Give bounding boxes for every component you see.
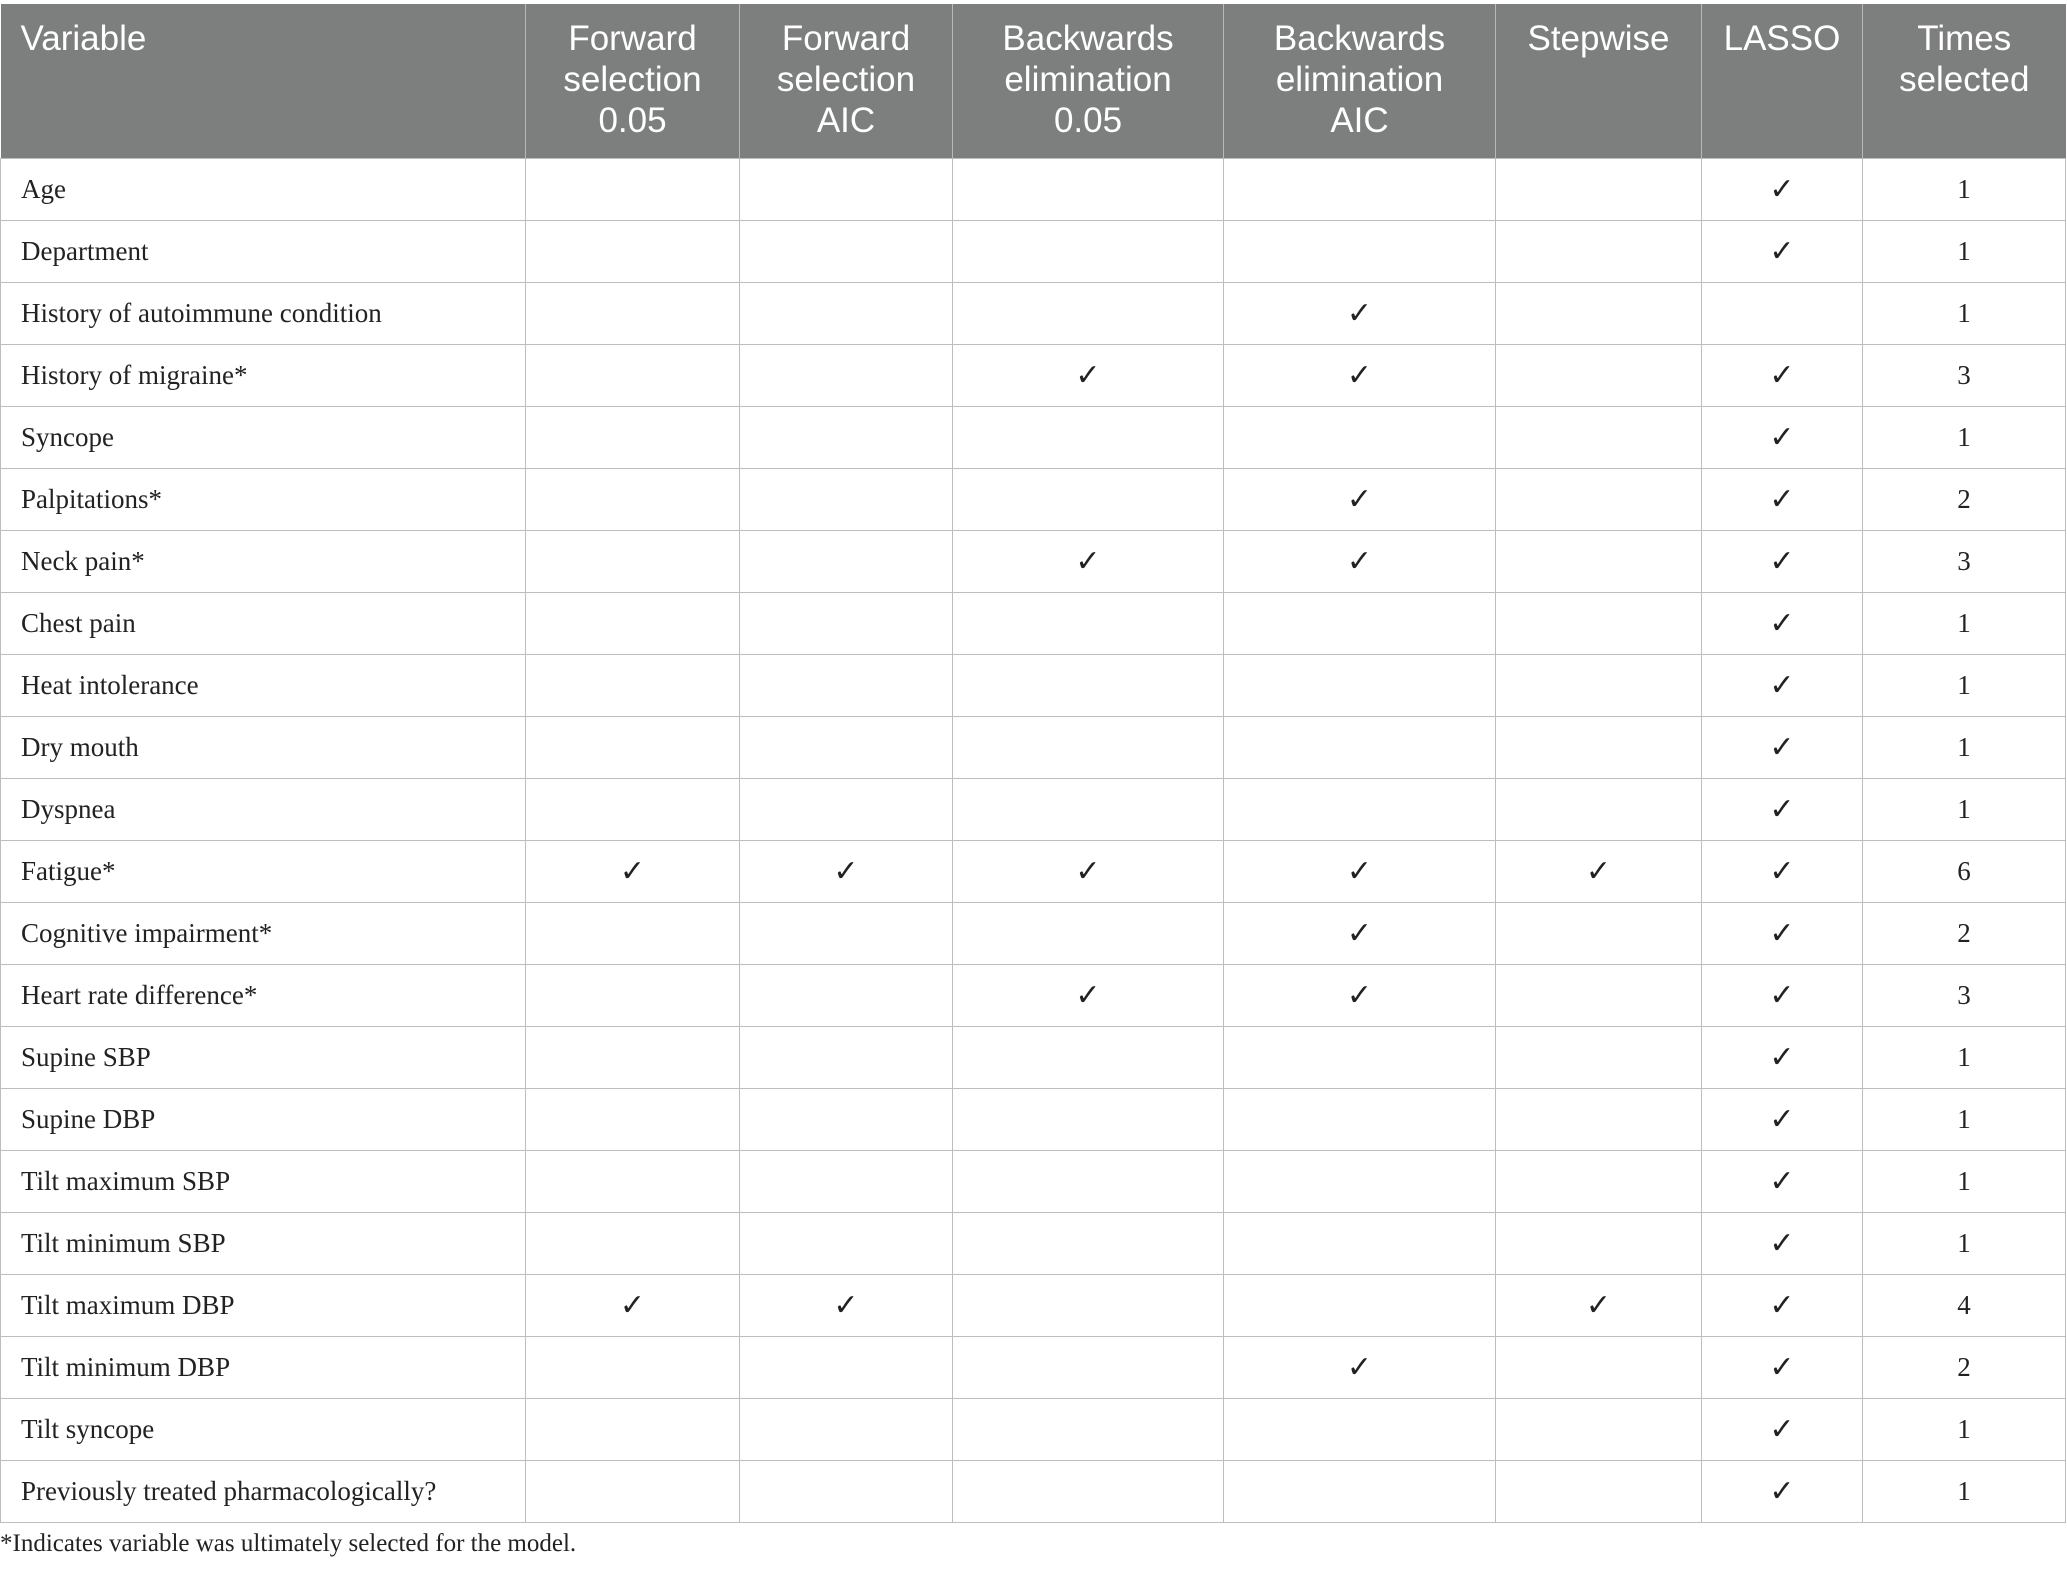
table-row xyxy=(1,220,2066,282)
empty-cell xyxy=(740,654,953,716)
times-selected-cell: 4 xyxy=(1863,1274,2066,1336)
check-mark-icon: ✓ xyxy=(1702,840,1863,902)
table-row xyxy=(1,902,2066,964)
empty-cell xyxy=(953,1150,1224,1212)
header-times-selected: Times selected xyxy=(1863,4,2066,158)
empty-cell xyxy=(1496,1088,1702,1150)
check-mark-icon: ✓ xyxy=(1702,468,1863,530)
check-mark-icon: ✓ xyxy=(1224,282,1496,344)
empty-cell xyxy=(1224,1150,1496,1212)
empty-cell xyxy=(526,220,740,282)
check-mark-icon: ✓ xyxy=(1702,158,1863,220)
check-mark-icon: ✓ xyxy=(1702,1026,1863,1088)
variable-cell: Dry mouth xyxy=(1,716,526,778)
table-header-row xyxy=(1,4,2066,158)
empty-cell xyxy=(1496,468,1702,530)
table-row xyxy=(1,1026,2066,1088)
header-forward-selection-aic: Forward selection AIC xyxy=(740,4,953,158)
empty-cell xyxy=(1224,716,1496,778)
variable-cell: Dyspnea xyxy=(1,778,526,840)
times-selected-cell: 1 xyxy=(1863,406,2066,468)
header-stepwise: Stepwise xyxy=(1496,4,1702,158)
variable-cell: History of autoimmune condition xyxy=(1,282,526,344)
times-selected-cell: 1 xyxy=(1863,1150,2066,1212)
empty-cell xyxy=(953,220,1224,282)
empty-cell xyxy=(526,1150,740,1212)
empty-cell xyxy=(740,778,953,840)
empty-cell xyxy=(953,406,1224,468)
times-selected-cell: 6 xyxy=(1863,840,2066,902)
empty-cell xyxy=(740,964,953,1026)
variable-selection-table xyxy=(0,4,2066,1523)
table-row xyxy=(1,716,2066,778)
empty-cell xyxy=(526,1026,740,1088)
variable-cell: Chest pain xyxy=(1,592,526,654)
empty-cell xyxy=(1224,406,1496,468)
table-row xyxy=(1,1088,2066,1150)
check-mark-icon: ✓ xyxy=(1224,468,1496,530)
empty-cell xyxy=(1224,1088,1496,1150)
empty-cell xyxy=(953,468,1224,530)
times-selected-cell: 1 xyxy=(1863,1460,2066,1522)
empty-cell xyxy=(740,1212,953,1274)
empty-cell xyxy=(1224,592,1496,654)
table-row xyxy=(1,840,2066,902)
check-mark-icon: ✓ xyxy=(1224,902,1496,964)
table-row xyxy=(1,1460,2066,1522)
empty-cell xyxy=(740,592,953,654)
empty-cell xyxy=(953,1088,1224,1150)
empty-cell xyxy=(953,716,1224,778)
variable-cell: Cognitive impairment* xyxy=(1,902,526,964)
empty-cell xyxy=(526,902,740,964)
header-backwards-elimination-005: Backwards elimination 0.05 xyxy=(953,4,1224,158)
check-mark-icon: ✓ xyxy=(953,964,1224,1026)
variable-cell: Tilt minimum DBP xyxy=(1,1336,526,1398)
variable-cell: Tilt minimum SBP xyxy=(1,1212,526,1274)
empty-cell xyxy=(953,1274,1224,1336)
variable-cell: Tilt maximum DBP xyxy=(1,1274,526,1336)
check-mark-icon: ✓ xyxy=(1224,840,1496,902)
empty-cell xyxy=(1224,1460,1496,1522)
check-mark-icon: ✓ xyxy=(1224,344,1496,406)
empty-cell xyxy=(1496,1460,1702,1522)
empty-cell xyxy=(1496,530,1702,592)
table-row xyxy=(1,530,2066,592)
table-row xyxy=(1,158,2066,220)
empty-cell xyxy=(1224,1398,1496,1460)
empty-cell xyxy=(526,1460,740,1522)
empty-cell xyxy=(1496,1026,1702,1088)
empty-cell xyxy=(526,1212,740,1274)
check-mark-icon: ✓ xyxy=(1702,1274,1863,1336)
empty-cell xyxy=(953,902,1224,964)
times-selected-cell: 2 xyxy=(1863,902,2066,964)
times-selected-cell: 1 xyxy=(1863,282,2066,344)
check-mark-icon: ✓ xyxy=(1224,964,1496,1026)
variable-cell: Age xyxy=(1,158,526,220)
empty-cell xyxy=(1496,158,1702,220)
table-footnote: *Indicates variable was ultimately selected for the model. xyxy=(0,1530,577,1557)
header-backwards-elimination-aic: Backwards elimination AIC xyxy=(1224,4,1496,158)
check-mark-icon: ✓ xyxy=(526,840,740,902)
empty-cell xyxy=(526,716,740,778)
empty-cell xyxy=(953,592,1224,654)
empty-cell xyxy=(1496,1150,1702,1212)
empty-cell xyxy=(953,282,1224,344)
empty-cell xyxy=(1224,778,1496,840)
table-row xyxy=(1,1150,2066,1212)
empty-cell xyxy=(1496,1212,1702,1274)
empty-cell xyxy=(1496,406,1702,468)
times-selected-cell: 1 xyxy=(1863,1088,2066,1150)
empty-cell xyxy=(1496,654,1702,716)
empty-cell xyxy=(1224,1212,1496,1274)
empty-cell xyxy=(740,220,953,282)
table-row xyxy=(1,778,2066,840)
table-row xyxy=(1,282,2066,344)
check-mark-icon: ✓ xyxy=(1702,1212,1863,1274)
times-selected-cell: 3 xyxy=(1863,344,2066,406)
check-mark-icon: ✓ xyxy=(953,840,1224,902)
empty-cell xyxy=(1496,778,1702,840)
empty-cell xyxy=(740,1336,953,1398)
table-row xyxy=(1,654,2066,716)
empty-cell xyxy=(1702,282,1863,344)
check-mark-icon: ✓ xyxy=(953,344,1224,406)
empty-cell xyxy=(740,1460,953,1522)
empty-cell xyxy=(1496,716,1702,778)
empty-cell xyxy=(740,1398,953,1460)
times-selected-cell: 2 xyxy=(1863,468,2066,530)
empty-cell xyxy=(1496,592,1702,654)
variable-cell: Neck pain* xyxy=(1,530,526,592)
check-mark-icon: ✓ xyxy=(1702,592,1863,654)
empty-cell xyxy=(1496,902,1702,964)
empty-cell xyxy=(526,592,740,654)
variable-cell: History of migraine* xyxy=(1,344,526,406)
variable-cell: Heart rate difference* xyxy=(1,964,526,1026)
empty-cell xyxy=(1224,654,1496,716)
check-mark-icon: ✓ xyxy=(740,1274,953,1336)
empty-cell xyxy=(740,1026,953,1088)
empty-cell xyxy=(740,282,953,344)
empty-cell xyxy=(1496,1336,1702,1398)
empty-cell xyxy=(1496,220,1702,282)
variable-cell: Previously treated pharmacologically? xyxy=(1,1460,526,1522)
times-selected-cell: 3 xyxy=(1863,964,2066,1026)
variable-cell: Syncope xyxy=(1,406,526,468)
empty-cell xyxy=(526,282,740,344)
check-mark-icon: ✓ xyxy=(1702,220,1863,282)
variable-cell: Supine DBP xyxy=(1,1088,526,1150)
variable-cell: Department xyxy=(1,220,526,282)
table-body xyxy=(1,158,2066,1522)
empty-cell xyxy=(740,902,953,964)
check-mark-icon: ✓ xyxy=(1702,406,1863,468)
check-mark-icon: ✓ xyxy=(1702,1150,1863,1212)
check-mark-icon: ✓ xyxy=(1702,344,1863,406)
check-mark-icon: ✓ xyxy=(1702,1088,1863,1150)
empty-cell xyxy=(953,1336,1224,1398)
times-selected-cell: 1 xyxy=(1863,1212,2066,1274)
empty-cell xyxy=(526,1398,740,1460)
empty-cell xyxy=(740,716,953,778)
check-mark-icon: ✓ xyxy=(1496,1274,1702,1336)
empty-cell xyxy=(1224,1274,1496,1336)
table-row xyxy=(1,468,2066,530)
empty-cell xyxy=(953,654,1224,716)
empty-cell xyxy=(953,1026,1224,1088)
table-row xyxy=(1,964,2066,1026)
empty-cell xyxy=(1496,282,1702,344)
check-mark-icon: ✓ xyxy=(740,840,953,902)
empty-cell xyxy=(526,530,740,592)
empty-cell xyxy=(1224,220,1496,282)
table-container xyxy=(0,4,2065,1523)
empty-cell xyxy=(953,778,1224,840)
empty-cell xyxy=(1496,1398,1702,1460)
header-variable: Variable xyxy=(1,4,526,158)
check-mark-icon: ✓ xyxy=(1496,840,1702,902)
check-mark-icon: ✓ xyxy=(1702,964,1863,1026)
empty-cell xyxy=(740,1088,953,1150)
check-mark-icon: ✓ xyxy=(953,530,1224,592)
empty-cell xyxy=(526,778,740,840)
header-lasso: LASSO xyxy=(1702,4,1863,158)
variable-cell: Tilt maximum SBP xyxy=(1,1150,526,1212)
check-mark-icon: ✓ xyxy=(1702,902,1863,964)
check-mark-icon: ✓ xyxy=(1702,1460,1863,1522)
times-selected-cell: 1 xyxy=(1863,592,2066,654)
times-selected-cell: 1 xyxy=(1863,778,2066,840)
empty-cell xyxy=(526,1336,740,1398)
empty-cell xyxy=(1496,964,1702,1026)
empty-cell xyxy=(740,406,953,468)
variable-cell: Tilt syncope xyxy=(1,1398,526,1460)
check-mark-icon: ✓ xyxy=(1702,1336,1863,1398)
empty-cell xyxy=(526,654,740,716)
empty-cell xyxy=(1224,1026,1496,1088)
empty-cell xyxy=(953,158,1224,220)
check-mark-icon: ✓ xyxy=(1224,1336,1496,1398)
empty-cell xyxy=(953,1212,1224,1274)
times-selected-cell: 1 xyxy=(1863,716,2066,778)
table-row xyxy=(1,406,2066,468)
times-selected-cell: 1 xyxy=(1863,220,2066,282)
check-mark-icon: ✓ xyxy=(1702,654,1863,716)
check-mark-icon: ✓ xyxy=(1224,530,1496,592)
table-row xyxy=(1,1274,2066,1336)
times-selected-cell: 2 xyxy=(1863,1336,2066,1398)
empty-cell xyxy=(526,158,740,220)
table-row xyxy=(1,1336,2066,1398)
times-selected-cell: 1 xyxy=(1863,1398,2066,1460)
empty-cell xyxy=(526,344,740,406)
table-row xyxy=(1,592,2066,654)
empty-cell xyxy=(740,530,953,592)
check-mark-icon: ✓ xyxy=(1702,1398,1863,1460)
empty-cell xyxy=(740,468,953,530)
table-row xyxy=(1,344,2066,406)
empty-cell xyxy=(953,1460,1224,1522)
empty-cell xyxy=(526,406,740,468)
table-row xyxy=(1,1212,2066,1274)
empty-cell xyxy=(1496,344,1702,406)
empty-cell xyxy=(526,468,740,530)
variable-cell: Palpitations* xyxy=(1,468,526,530)
check-mark-icon: ✓ xyxy=(526,1274,740,1336)
variable-cell: Supine SBP xyxy=(1,1026,526,1088)
check-mark-icon: ✓ xyxy=(1702,778,1863,840)
empty-cell xyxy=(740,344,953,406)
empty-cell xyxy=(740,1150,953,1212)
empty-cell xyxy=(526,1088,740,1150)
variable-cell: Fatigue* xyxy=(1,840,526,902)
times-selected-cell: 3 xyxy=(1863,530,2066,592)
times-selected-cell: 1 xyxy=(1863,1026,2066,1088)
header-forward-selection-005: Forward selection 0.05 xyxy=(526,4,740,158)
times-selected-cell: 1 xyxy=(1863,158,2066,220)
check-mark-icon: ✓ xyxy=(1702,716,1863,778)
empty-cell xyxy=(526,964,740,1026)
empty-cell xyxy=(740,158,953,220)
variable-cell: Heat intolerance xyxy=(1,654,526,716)
table-row xyxy=(1,1398,2066,1460)
empty-cell xyxy=(953,1398,1224,1460)
check-mark-icon: ✓ xyxy=(1702,530,1863,592)
times-selected-cell: 1 xyxy=(1863,654,2066,716)
empty-cell xyxy=(1224,158,1496,220)
